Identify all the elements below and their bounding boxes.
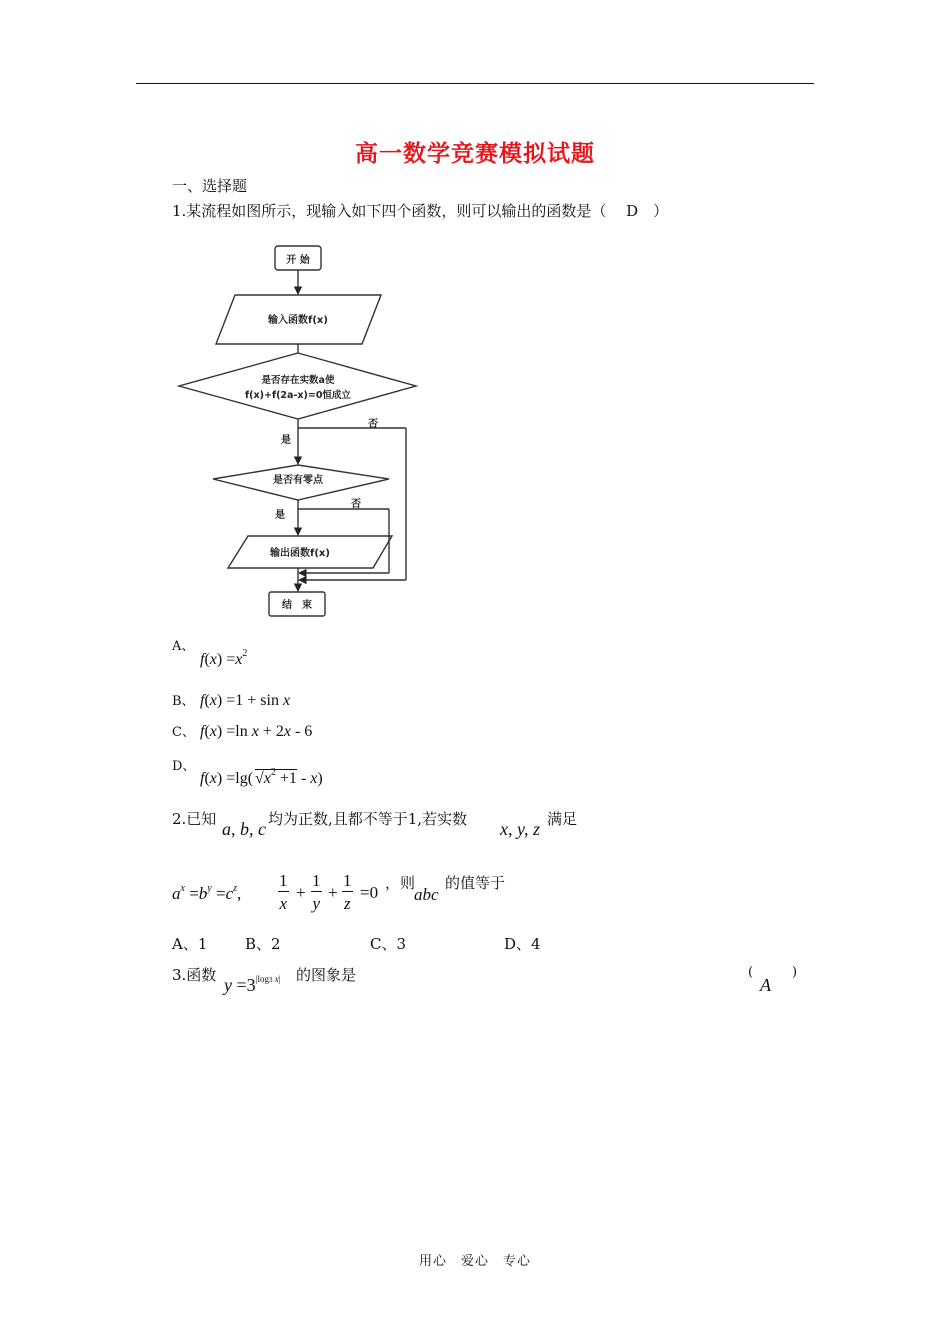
frac-1y: 1 y: [312, 871, 321, 913]
q2-choice-b: B、2: [245, 935, 281, 953]
q2-equation: $a^x =b^y =c^z$,: [172, 883, 242, 903]
decision1-box: [179, 353, 416, 419]
option-a-label: A、: [172, 639, 195, 654]
q2-abc-product: abc: [414, 885, 439, 904]
option-c-formula: f(x) =ln x + 2x - 6: [200, 723, 313, 740]
q2-stem-end: 满足: [547, 810, 578, 828]
input-label: 输入函数f(x): [268, 315, 328, 326]
page-title: 高一数学竞赛模拟试题: [355, 141, 595, 167]
yes1-label: 是: [281, 435, 291, 446]
q3-stem-pre: 3.函数: [172, 966, 217, 984]
q2-tail: 的值等于: [445, 874, 506, 892]
q3-answer: A: [760, 975, 771, 995]
decision1-label-1: 是否存在实数a使: [261, 375, 335, 386]
q3-paren-close: ): [792, 965, 798, 980]
q3-stem-end: 的图象是: [296, 966, 357, 984]
end-label: 结 束: [282, 600, 312, 611]
option-b-label: B、: [172, 694, 195, 709]
option-c-label: C、: [172, 725, 195, 740]
frac-1z: 1 z: [343, 871, 352, 913]
q2-stem-mid: 均为正数,且都不等于1,若实数: [268, 810, 468, 828]
option-d-label: D、: [172, 759, 196, 774]
option-d-formula: f(x) =lg( $√x^2 +1 - x$): [200, 767, 323, 787]
output-label: 输出函数f(x): [270, 548, 330, 559]
option-b-formula: f(x) =1 + sin x: [200, 692, 291, 709]
q2-choice-a: A、1: [172, 935, 208, 953]
header-rule: [136, 83, 814, 84]
frac-1x: 1 x: [279, 871, 288, 913]
q2-choice-c: C、3: [370, 935, 407, 953]
q2-stem-pre: 2.已知: [172, 810, 217, 828]
decision1-label-2: f(x)+f(2a-x)=0恒成立: [245, 390, 351, 401]
no2-label: 否: [351, 499, 361, 510]
q3-paren-open: (: [748, 965, 754, 980]
start-label: 开 始: [286, 255, 310, 266]
q1-stem: 1.某流程如图所示，现输入如下四个函数，则可以输出的函数是（ D ）: [172, 202, 669, 220]
yes2-label: 是: [275, 510, 285, 521]
q3-formula: $y =3^{|log3 x|}$: [224, 974, 281, 995]
q2-xyz: x, y, z: [500, 819, 540, 839]
q2-choice-d: D、4: [504, 935, 541, 953]
page-footer: 用心 爱心 专心: [418, 1254, 531, 1269]
no1-label: 否: [368, 419, 378, 430]
section-heading: 一、选择题: [172, 177, 248, 195]
q2-then: ，则: [385, 874, 416, 892]
decision2-label: 是否有零点: [273, 475, 323, 486]
option-a-formula: $f(x) =x^2$: [200, 648, 248, 668]
flowchart: [170, 238, 420, 623]
q2-abc: a, b, c: [222, 819, 266, 839]
